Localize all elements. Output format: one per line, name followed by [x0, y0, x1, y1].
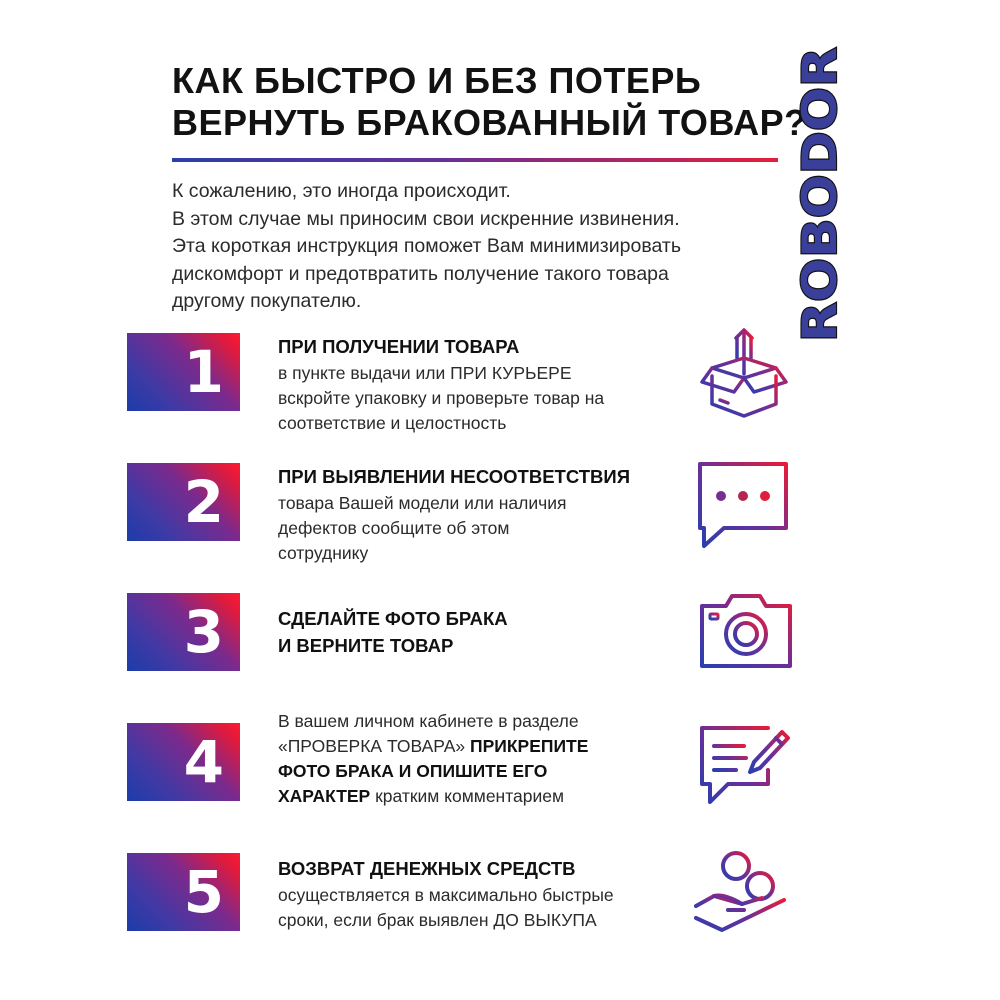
step-4-line: В вашем личном кабинете в разделе: [278, 711, 579, 731]
step-5-line: сроки, если брак выявлен ДО ВЫКУПА: [278, 910, 597, 930]
step-2-line: товара Вашей модели или наличия: [278, 493, 567, 513]
step-5-text: [278, 856, 688, 933]
step-1-line: в пункте выдачи или ПРИ КУРЬЕРЕ: [278, 363, 572, 383]
step-3-number-badge: 3: [127, 593, 240, 671]
title-divider: [172, 158, 778, 162]
step-2-line: дефектов сообщите об этом: [278, 518, 510, 538]
step-3-heading: СДЕЛАЙТЕ ФОТО БРАКА: [278, 608, 508, 629]
message-pen-icon: [696, 722, 794, 808]
step-1-line: соответствие и целостность: [278, 413, 507, 433]
brand-logo: [790, 40, 846, 350]
step-3-text: [278, 606, 688, 660]
step-2-number-badge: 2: [127, 463, 240, 541]
intro-line: другому покупателю.: [172, 290, 362, 312]
step-2-heading: ПРИ ВЫЯВЛЕНИИ НЕСООТВЕТСТВИЯ: [278, 466, 630, 487]
step-2-line: сотруднику: [278, 543, 369, 563]
step-5-line: осуществляется в максимально быстрые: [278, 885, 614, 905]
camera-icon: [696, 590, 796, 672]
title-line-2: ВЕРНУТЬ БРАКОВАННЫЙ ТОВАР?: [172, 102, 807, 143]
step-3-heading: И ВЕРНИТЕ ТОВАР: [278, 635, 454, 656]
step-5-number-badge: 5: [127, 853, 240, 931]
step-4-action-end: ХАРАКТЕР: [278, 786, 371, 806]
step-4-line: [278, 784, 688, 809]
step-4-action: ПРИКРЕПИТЕ: [470, 736, 589, 756]
step-4-comment-text: кратким комментарием: [370, 786, 565, 806]
intro-line: дискомфорт и предотвратить получение такого товара: [172, 262, 669, 285]
step-1-heading: ПРИ ПОЛУЧЕНИИ ТОВАРА: [278, 336, 520, 357]
step-5-heading: ВОЗВРАТ ДЕНЕЖНЫХ СРЕДСТВ: [278, 858, 576, 879]
step-4-action-line: ФОТО БРАКА И ОПИШИТЕ ЕГО: [278, 761, 548, 781]
step-4-section-name: «ПРОВЕРКА ТОВАРА»: [278, 736, 471, 756]
step-1-text: [278, 334, 688, 436]
step-1-line: вскройте упаковку и проверьте товар на: [278, 388, 605, 408]
intro-line: В этом случае мы приносим свои искренние извинения.: [172, 207, 680, 230]
step-4-number-badge: 4: [127, 723, 240, 801]
intro-line: Эта короткая инструкция поможет Вам минимизировать: [172, 235, 681, 257]
step-1-number-badge: 1: [127, 333, 240, 411]
svg-text:ROBODOR: ROBODOR: [793, 74, 846, 342]
title-line-1: КАК БЫСТРО И БЕЗ ПОТЕРЬ: [172, 60, 702, 101]
step-4-line: [278, 734, 688, 759]
step-2-text: [278, 464, 688, 566]
chat-bubble-icon: [694, 458, 792, 552]
open-box-arrow-icon: [698, 328, 790, 420]
intro-line: К сожалению, это иногда происходит.: [172, 180, 511, 202]
intro-text: [172, 178, 782, 316]
step-4-text: [278, 709, 688, 809]
page-title: [172, 60, 807, 144]
hand-coins-icon: [692, 848, 792, 938]
